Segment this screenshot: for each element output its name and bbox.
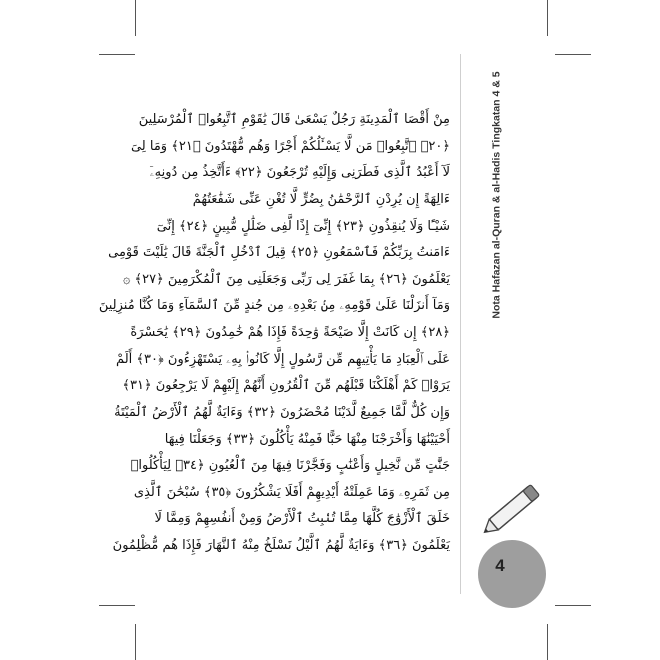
verse-line: يَرَوْا۟ كَمْ أَهْلَكْنَا قَبْلَهُم مِّنَ ٱلْقُرُونِ أَنَّهُمْ إِلَيْهِمْ لَا يَرْجِعُونَ ﴿٣١﴾ xyxy=(122,378,450,394)
crop-mark xyxy=(547,624,548,660)
verse-line: ءَامَنتُ بِرَبِّكُمْ فَٱسْمَعُونِ ﴿٢٥﴾ قِيلَ ٱدْخُلِ ٱلْجَنَّةَ قَالَ يَٰلَيْتَ قَوْمِى xyxy=(108,245,450,261)
crop-mark xyxy=(135,624,136,660)
verse-line: جَنَّٰتٍ مِّن نَّخِيلٍ وَأَعْنَٰبٍ وَفَجَّرْنَا فِيهَا مِنَ ٱلْعُيُونِ ﴿٣٤﴾ لِيَأْكُلُوا۟ xyxy=(130,458,450,474)
verse-line: أَحْيَيْنَٰهَا وَأَخْرَجْنَا مِنْهَا حَبًّا فَمِنْهُ يَأْكُلُونَ ﴿٣٣﴾ وَجَعَلْنَا فِيهَا xyxy=(164,431,450,447)
verse-line: شَيْـًٔا وَلَا يُنقِذُونِ ﴿٢٣﴾ إِنِّىٓ إِذًا لَّفِى ضَلَٰلٍ مُّبِينٍ ﴿٢٤﴾ إِنِّىٓ xyxy=(156,218,450,234)
crop-mark xyxy=(555,54,591,55)
page-edge-line xyxy=(460,54,461,594)
crop-mark xyxy=(547,0,548,36)
verse-line: يَعْلَمُونَ ﴿٣٦﴾ وَءَايَةٌ لَّهُمُ ٱلَّيْلُ نَسْلَخُ مِنْهُ ٱلنَّهَارَ فَإِذَا هُم مُّظْلِمُونَ xyxy=(112,538,450,553)
verse-line: عَلَى ٱلْعِبَادِ مَا يَأْتِيهِم مِّن رَّسُولٍ إِلَّا كَانُوا۟ بِهِۦ يَسْتَهْزِءُونَ ﴿٣٠﴾ أَلَمْ xyxy=(116,351,450,367)
verse-line: يَعْلَمُونَ ﴿٢٦﴾ بِمَا غَفَرَ لِى رَبِّى وَجَعَلَنِى مِنَ ٱلْمُكْرَمِينَ ﴿٢٧﴾ ۞ xyxy=(122,271,450,287)
crop-mark xyxy=(99,54,135,55)
crop-mark xyxy=(135,0,136,36)
verse-line: ءَالِهَةً إِن يُرِدْنِ ٱلرَّحْمَٰنُ بِضُرٍّ لَّا تُغْنِ عَنِّى شَفَٰعَتُهُمْ xyxy=(192,191,450,207)
verse-line: ﴿٢٠﴾ ٱتَّبِعُوا۟ مَن لَّا يَسْـَٔلُكُمْ أَجْرًا وَهُم مُّهْتَدُونَ ﴿٢١﴾ وَمَا لِىَ xyxy=(130,138,450,154)
side-title-tab xyxy=(482,60,512,330)
side-title: Nota Hafazan al-Quran & al-Hadis Tingkatan 4 & 5 xyxy=(491,71,504,319)
crop-mark xyxy=(99,605,135,606)
quran-verses-block xyxy=(98,110,450,555)
verse-line: لَآ أَعْبُدُ ٱلَّذِى فَطَرَنِى وَإِلَيْهِ تُرْجَعُونَ ﴿٢٢﴾ ءَأَتَّخِذُ مِن دُونِهِۦٓ xyxy=(149,165,450,181)
pencil-icon xyxy=(470,468,560,548)
verse-line: وَمَآ أَنزَلْنَا عَلَىٰ قَوْمِهِۦ مِنۢ بَعْدِهِۦ مِن جُندٍ مِّنَ ٱلسَّمَآءِ وَمَا كُنَّا مُنزِلِينَ xyxy=(98,298,450,314)
verse-line: ﴿٢٨﴾ إِن كَانَتْ إِلَّا صَيْحَةً وَٰحِدَةً فَإِذَا هُمْ خَٰمِدُونَ ﴿٢٩﴾ يَٰحَسْرَةً xyxy=(130,325,450,340)
verse-line: مِن ثَمَرِهِۦ وَمَا عَمِلَتْهُ أَيْدِيهِمْ أَفَلَا يَشْكُرُونَ ﴿٣٥﴾ سُبْحَٰنَ ٱلَّذِى xyxy=(133,484,450,500)
verse-line: مِنْ أَقْصَا ٱلْمَدِينَةِ رَجُلٌ يَسْعَىٰ قَالَ يَٰقَوْمِ ٱتَّبِعُوا۟ ٱلْمُرْسَلِينَ xyxy=(138,112,450,127)
page-number: 4 xyxy=(495,556,505,575)
verse-line: وَإِن كُلٌّ لَّمَّا جَمِيعٌ لَّدَيْنَا مُحْضَرُونَ ﴿٣٢﴾ وَءَايَةٌ لَّهُمُ ٱلْأَرْضُ ٱلْمَيْتَةُ xyxy=(114,404,450,420)
verse-line: خَلَقَ ٱلْأَزْوَٰجَ كُلَّهَا مِمَّا تُنۢبِتُ ٱلْأَرْضُ وَمِنْ أَنفُسِهِمْ وَمِمَّا لَا xyxy=(154,511,450,527)
page-number-badge xyxy=(478,540,546,608)
crop-mark xyxy=(555,605,591,606)
